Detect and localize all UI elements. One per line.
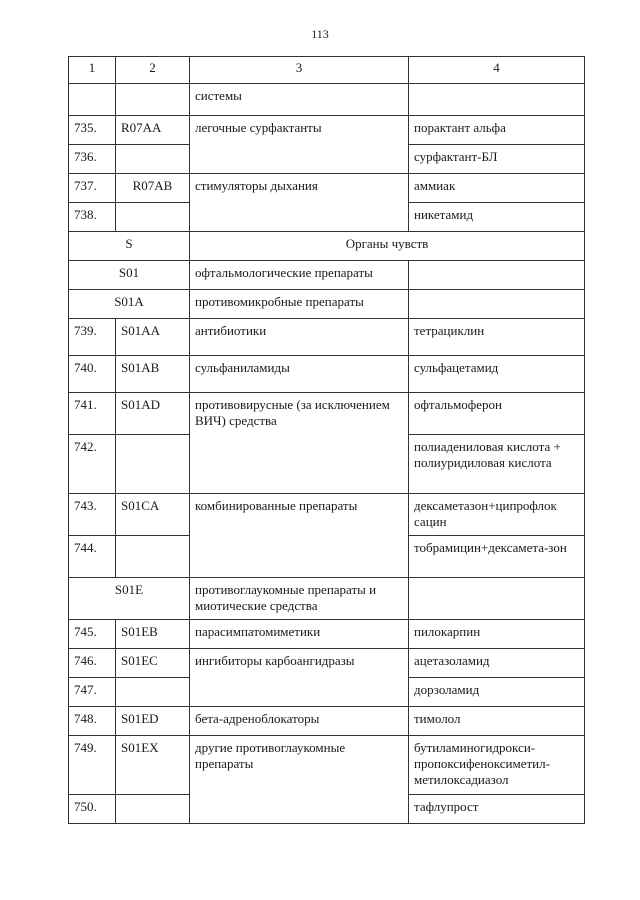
atc-code: S01AB xyxy=(116,356,190,393)
drug-name: тимолол xyxy=(409,707,585,736)
group-name: ингибиторы карбоангидразы xyxy=(190,649,409,707)
drug-name: никетамид xyxy=(409,203,585,232)
row-number: 750. xyxy=(69,795,116,824)
group-name: противоглаукомные препараты и миотические средства xyxy=(190,578,409,620)
atc-code xyxy=(116,795,190,824)
drug-name: порактант альфа xyxy=(409,116,585,145)
row-number: 741. xyxy=(69,393,116,435)
drug-name: офтальмоферон xyxy=(409,393,585,435)
atc-code: S01EC xyxy=(116,649,190,678)
group-row xyxy=(69,261,585,290)
row-number: 743. xyxy=(69,494,116,536)
atc-code xyxy=(116,84,190,116)
drug-name: пилокарпин xyxy=(409,620,585,649)
table-row xyxy=(69,649,585,678)
row-number: 746. xyxy=(69,649,116,678)
atc-code: S xyxy=(69,232,190,261)
group-row xyxy=(69,290,585,319)
drug-name: тафлупрост xyxy=(409,795,585,824)
drug-name: сурфактант-БЛ xyxy=(409,145,585,174)
header-cell: 2 xyxy=(116,57,190,84)
header-cell: 1 xyxy=(69,57,116,84)
group-name: антибиотики xyxy=(190,319,409,356)
atc-code: R07AB xyxy=(116,174,190,203)
atc-code xyxy=(116,678,190,707)
atc-code: R07AA xyxy=(116,116,190,145)
table-row xyxy=(69,736,585,795)
row-number: 740. xyxy=(69,356,116,393)
drug-name xyxy=(409,84,585,116)
atc-code xyxy=(116,203,190,232)
row-number: 735. xyxy=(69,116,116,145)
drug-name: дорзоламид xyxy=(409,678,585,707)
row-number: 739. xyxy=(69,319,116,356)
group-name: комбинированные препараты xyxy=(190,494,409,578)
atc-code: S01CA xyxy=(116,494,190,536)
atc-code: S01AA xyxy=(116,319,190,356)
drug-name: ацетазоламид xyxy=(409,649,585,678)
group-name: легочные сурфактанты xyxy=(190,116,409,174)
atc-code: S01A xyxy=(69,290,190,319)
row-number: 747. xyxy=(69,678,116,707)
group-name: бета-адреноблокаторы xyxy=(190,707,409,736)
atc-code: S01EB xyxy=(116,620,190,649)
page-number: 113 xyxy=(311,27,329,41)
table-row xyxy=(69,393,585,435)
section-title: Органы чувств xyxy=(190,232,585,261)
table-row xyxy=(69,319,585,356)
drug-name: дексаметазон+ципрофлок сацин xyxy=(409,494,585,536)
row-number: 742. xyxy=(69,435,116,494)
table-row xyxy=(69,174,585,203)
table-row xyxy=(69,356,585,393)
row-number: 736. xyxy=(69,145,116,174)
section-row xyxy=(69,232,585,261)
row-number xyxy=(69,84,116,116)
drug-name: полиадениловая кислота + полиуридиловая кислота xyxy=(409,435,585,494)
group-name: офтальмологические препараты xyxy=(190,261,409,290)
drug-name: тетрациклин xyxy=(409,319,585,356)
row-number: 749. xyxy=(69,736,116,795)
group-name: системы xyxy=(190,84,409,116)
group-name: парасимпатомиметики xyxy=(190,620,409,649)
table-row xyxy=(69,494,585,536)
group-name: стимуляторы дыхания xyxy=(190,174,409,232)
group-row xyxy=(69,578,585,620)
drug-name xyxy=(409,261,585,290)
drug-name xyxy=(409,290,585,319)
table-header-row xyxy=(69,57,585,84)
drug-name: тобрамицин+дексамета-зон xyxy=(409,536,585,578)
table-row xyxy=(69,620,585,649)
group-name: сульфаниламиды xyxy=(190,356,409,393)
atc-code: S01ED xyxy=(116,707,190,736)
row-number: 737. xyxy=(69,174,116,203)
drug-name: бутиламиногидрокси-пропоксифеноксиметил-метилоксадиазол xyxy=(409,736,585,795)
atc-code xyxy=(116,435,190,494)
atc-code xyxy=(116,145,190,174)
table-row xyxy=(69,116,585,145)
table-row xyxy=(69,84,585,116)
header-cell: 4 xyxy=(409,57,585,84)
group-name: противомикробные препараты xyxy=(190,290,409,319)
row-number: 744. xyxy=(69,536,116,578)
row-number: 748. xyxy=(69,707,116,736)
group-name: противовирусные (за исключением ВИЧ) средства xyxy=(190,393,409,494)
atc-code: S01AD xyxy=(116,393,190,435)
header-cell: 3 xyxy=(190,57,409,84)
atc-code xyxy=(116,536,190,578)
table-row xyxy=(69,707,585,736)
drug-name: сульфацетамид xyxy=(409,356,585,393)
row-number: 745. xyxy=(69,620,116,649)
atc-code: S01 xyxy=(69,261,190,290)
row-number: 738. xyxy=(69,203,116,232)
drug-name xyxy=(409,578,585,620)
atc-code: S01E xyxy=(69,578,190,620)
drug-name: аммиак xyxy=(409,174,585,203)
atc-code: S01EX xyxy=(116,736,190,795)
group-name: другие противоглаукомные препараты xyxy=(190,736,409,824)
drug-table xyxy=(68,56,585,824)
